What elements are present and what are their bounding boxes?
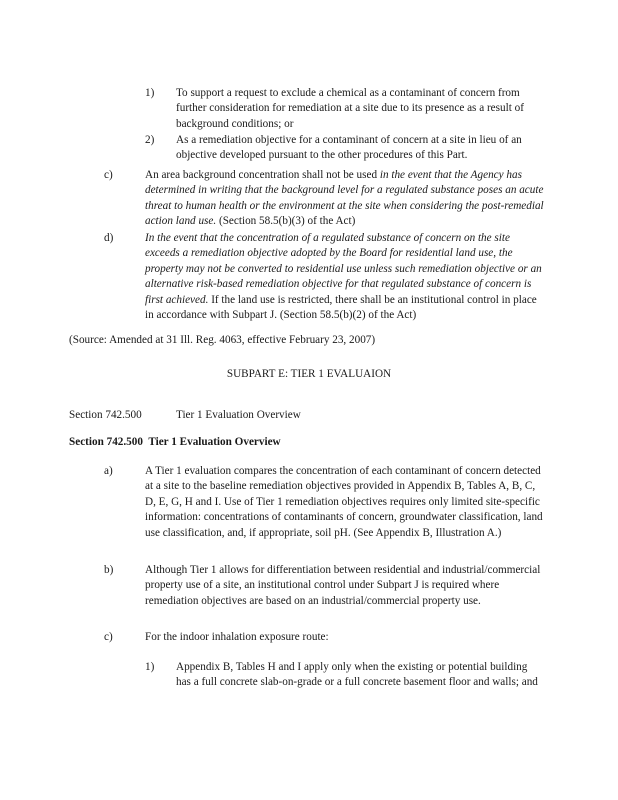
section-subitem-marker: 1) xyxy=(145,661,155,673)
item-marker: c) xyxy=(104,169,113,181)
item-marker: d) xyxy=(104,232,114,244)
section-item-marker: b) xyxy=(104,564,114,576)
section-heading: Section 742.500 Tier 1 Evaluation Overview xyxy=(69,436,281,448)
item-2-text: As a remediation objective for a contaminant of concern at a site in lieu of an objective developed pursuant to the other procedures of this Part. xyxy=(176,134,522,162)
toc-section-number: Section 742.500 xyxy=(69,409,142,421)
item-marker: 1) xyxy=(145,87,155,99)
paragraph-d-text: If the land use is restricted, there shall be an institutional control in place in accordance with Subpart J. (Section 58.5(b)(2) of the Act) xyxy=(145,293,537,322)
section-paragraph-a: A Tier 1 evaluation compares the concentration of each contaminant of concern detected at a site to the baseline remediation objectives provided in Appendix B, Tables A, B, C, D, E, G, H and I. Use of Tier 1 remediation objectives requires only limited site-specific information: concentrations of contaminants of concern, groundwater classification, land use classification, and, if appropriate, soil pH. (See Appendix B, Illustration A.) xyxy=(145,465,543,539)
paragraph-c xyxy=(145,168,545,230)
toc-section-title: Tier 1 Evaluation Overview xyxy=(176,409,301,421)
item-marker: 2) xyxy=(145,134,155,146)
section-subparagraph-c1: Appendix B, Tables H and I apply only when the existing or potential building has a full concrete slab-on-grade or a full concrete basement floor and walls; and xyxy=(176,661,538,689)
item-1-text: To support a request to exclude a chemical as a contaminant of concern from further consideration for remediation at a site due to its presence as a result of background conditions; or xyxy=(176,87,524,130)
paragraph-d xyxy=(145,231,545,323)
paragraph-c-citation: (Section 58.5(b)(3) of the Act) xyxy=(216,215,356,228)
paragraph-c-statute-quote: in the event that the Agency has determined in writing that the background level for a regulated substance poses an acute threat to human health or the environment at the site when considering the post-remedial action land use. xyxy=(145,169,544,228)
section-item-marker: c) xyxy=(104,631,113,643)
paragraph-c-text-a: An area background concentration shall not be used xyxy=(145,169,380,181)
section-paragraph-b: Although Tier 1 allows for differentiation between residential and industrial/commercial property use of a site, an institutional control under Subpart J is required where remediation objectives are based on an industrial/commercial property use. xyxy=(145,564,541,607)
subpart-heading: SUBPART E: TIER 1 EVALUAION xyxy=(226,368,392,380)
section-item-marker: a) xyxy=(104,465,113,477)
section-paragraph-c: For the indoor inhalation exposure route: xyxy=(145,631,329,643)
source-note: (Source: Amended at 31 Ill. Reg. 4063, effective February 23, 2007) xyxy=(69,334,376,346)
paragraph-d-statute-quote: In the event that the concentration of a regulated substance of concern on the site exceeds a remediation objective adopted by the Board for residential land use, the property may not be converted to residential use unless such remediation objective or an alternative risk-based remediation objective for that regulated substance of concern is first achieved. xyxy=(145,232,542,306)
